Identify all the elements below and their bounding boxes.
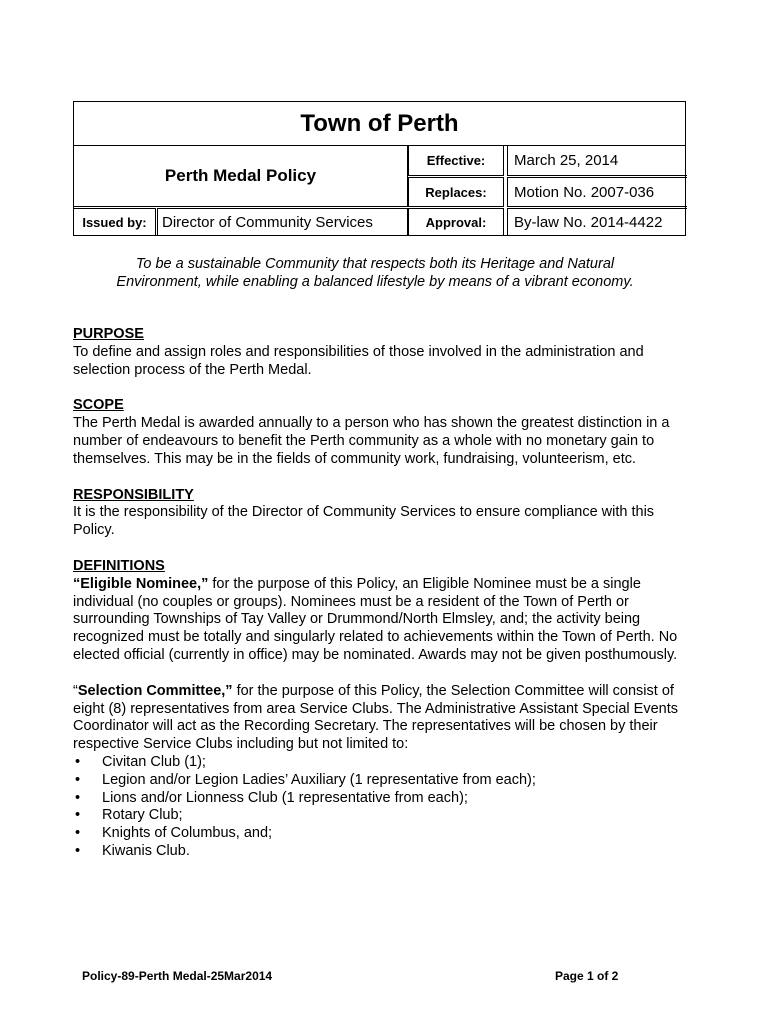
list-item: • Lions and/or Lionness Club (1 representative from each);: [73, 790, 683, 808]
effective-label: Effective:: [408, 146, 504, 176]
approval-value: By-law No. 2014-4422: [507, 208, 687, 236]
effective-value: March 25, 2014: [507, 146, 687, 176]
policy-name: Perth Medal Policy: [74, 146, 408, 207]
replaces-label: Replaces:: [408, 177, 504, 207]
responsibility-text: It is the responsibility of the Director of Community Services to ensure compliance with this Policy.: [73, 504, 655, 539]
vision-line-1: To be a sustainable Community that respects both its Heritage and Natural: [135, 256, 615, 272]
eligible-nominee-term: “Eligible Nominee,”: [73, 575, 209, 592]
service-clubs-list: [73, 754, 683, 861]
footer-page-number: Page 1 of 2: [555, 969, 619, 983]
list-item: • Civitan Club (1);: [73, 754, 683, 772]
vision-line-2: Environment, while enabling a balanced lifestyle by means of a vibrant economy.: [116, 274, 634, 290]
selection-open-quote: “: [73, 682, 78, 699]
org-title: Town of Perth: [74, 102, 685, 146]
list-item: • Kiwanis Club.: [73, 843, 683, 861]
approval-label: Approval:: [408, 208, 504, 236]
eligible-nominee-text: for the purpose of this Policy, an Eligible Nominee must be a single individual (no couples or groups). Nominees must be a resident of the Town of Perth or surrounding Townships of Tay Valley or Drummond/North Elmsley, and; the activity being recognized must be totally and singularly related to achievements within the Town of Perth. No elected official (currently in office) may be nominated. Awards may not be given posthumously.: [73, 575, 678, 663]
purpose-text: To define and assign roles and responsibilities of those involved in the administration and selection process of the Perth Medal.: [73, 343, 644, 378]
issued-by-value: Director of Community Services: [157, 208, 408, 236]
replaces-value: Motion No. 2007-036: [507, 177, 687, 207]
list-item: • Rotary Club;: [73, 807, 683, 825]
vision-statement: [95, 255, 655, 291]
selection-committee-text: for the purpose of this Policy, the Selection Committee will consist of eight (8) representatives from area Service Clubs. The Administrative Assistant Special Events Coordinator will act as the Recording Secretary. The representatives will be chosen by their respective Service Clubs including but not limited to:: [73, 682, 678, 753]
definitions-heading: DEFINITIONS: [73, 557, 165, 574]
responsibility-heading: RESPONSIBILITY: [73, 486, 194, 503]
list-item: • Legion and/or Legion Ladies’ Auxiliary (1 representative from each);: [73, 772, 683, 790]
list-item: • Knights of Columbus, and;: [73, 825, 683, 843]
purpose-heading: PURPOSE: [73, 326, 144, 342]
issued-by-label: Issued by:: [74, 208, 156, 236]
selection-committee-term: Selection Committee,”: [77, 682, 233, 699]
scope-heading: SCOPE: [73, 397, 124, 414]
selection-committee-definition: [73, 683, 683, 754]
scope-text: The Perth Medal is awarded annually to a person who has shown the greatest distinction in a number of endeavours to benefit the Perth community as a whole with no monetary gain to themselves. This may be in the fields of community work, fundraising, volunteerism, etc.: [73, 415, 670, 467]
eligible-nominee-definition: [73, 576, 683, 665]
policy-body: [73, 326, 683, 861]
policy-header-table: [73, 101, 686, 236]
footer-document-id: Policy-89-Perth Medal-25Mar2014: [82, 969, 273, 983]
